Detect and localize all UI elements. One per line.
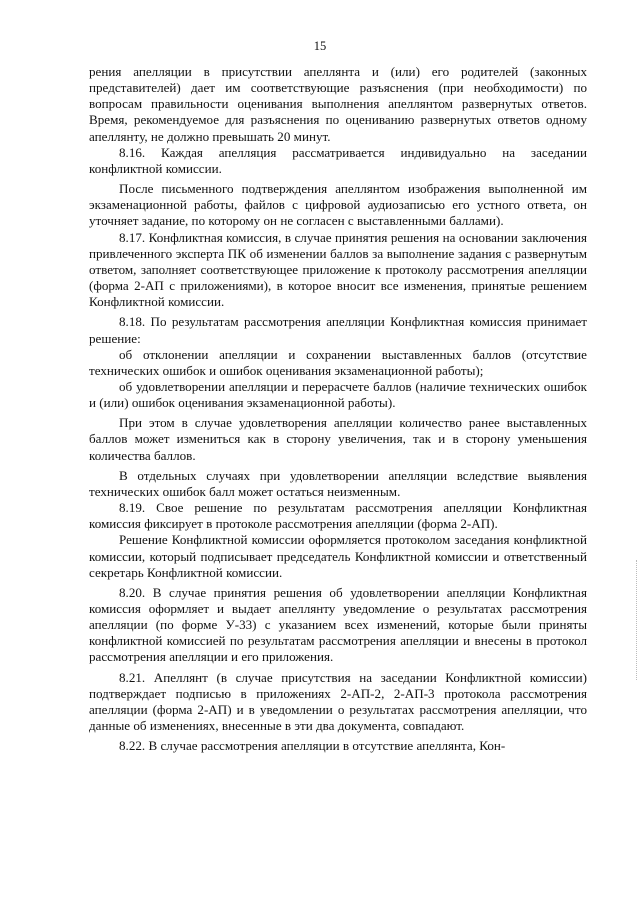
paragraph-8-16: 8.16. Каждая апелляция рассматривается индивидуально на заседании конфликтной комиссии.: [89, 144, 587, 176]
document-body: [89, 64, 587, 754]
paragraph-8-19: 8.19. Свое решение по результатам рассмотрения апелляции Конфликтная комиссия фиксирует в протоколе рассмотрения апелляции (форма 2-АП).: [89, 500, 587, 532]
paragraph-decision-reject: об отклонении апелляции и сохранении выставленных баллов (отсутствие технических ошибок и ошибок оценивания экзаменационной работы);: [89, 346, 587, 378]
paragraph-8-22: 8.22. В случае рассмотрения апелляции в отсутствие апеллянта, Кон-: [119, 738, 506, 754]
paragraph-8-20: 8.20. В случае принятия решения об удовлетворении апелляции Конфликтная комиссия оформляет и выдает апеллянту уведомление о результатах рассмотрения апелляции (по форме У-33) с указанием всех изменений, которые были приняты конфликтной комиссией по результатам рассмотрения апелляции и внесены в протокол рассмотрения апелляции и его приложения.: [89, 584, 587, 665]
paragraph-protocol: Решение Конфликтной комиссии оформляется протоколом заседания конфликтной комиссии, который подписывает председатель Конфликтной комиссии и ответственный секретарь Конфликтной комиссии.: [89, 532, 587, 580]
paragraph-8-18: 8.18. По результатам рассмотрения апелляции Конфликтная комиссия принимает решение:: [89, 314, 587, 346]
paragraph-after-confirmation: После письменного подтверждения апеллянтом изображения выполненной им экзаменационной работы, файлов с цифровой аудиозаписью его устного ответа, он уточняет задание, по которому он не согласен с выставленными баллами).: [89, 181, 587, 229]
paragraph-score-unchanged: В отдельных случаях при удовлетворении апелляции вследствие выявления технических ошибок балл может остаться неизменным.: [89, 467, 587, 499]
paragraph-8-17: 8.17. Конфликтная комиссия, в случае принятия решения на основании заключения привлеченного эксперта ПК об изменении баллов за выполнение задания с развернутым ответом, заполняет соответствующее приложение к протоколу рассмотрения апелляции (форма 2-АП с приложениями), в которое вносит все изменения, принятые решением Конфликтной комиссии.: [89, 229, 587, 310]
paragraph-8-21: 8.21. Апеллянт (в случае присутствия на заседании Конфликтной комиссии) подтверждает подписью в приложениях 2-АП-2, 2-АП-3 протокола рассмотрения апелляции (форма 2-АП) и в уведомлении о результатах рассмотрения апелляции, что данные об изменениях, внесенные в эти два документа, совпадают.: [89, 669, 587, 734]
page-number: 15: [313, 39, 327, 53]
paragraph-continuation: рения апелляции в присутствии апеллянта и (или) его родителей (законных представителей) дает им соответствующие разъяснения (при необходимости) по вопросам правильности оценивания выполнения апеллянтом развернутых ответов. Время, рекомендуемое для разъяснения по оцениванию развернутых ответов одному апеллянту, не должно превышать 20 минут.: [89, 64, 587, 144]
paragraph-decision-accept: об удовлетворении апелляции и перерасчете баллов (наличие технических ошибок и (или) ошибок оценивания экзаменационной работы).: [89, 378, 587, 411]
paragraph-score-change: При этом в случае удовлетворения апелляции количество ранее выставленных баллов может измениться как в сторону увеличения, так и в сторону уменьшения количества баллов.: [89, 415, 587, 463]
scan-edge-marks: [634, 560, 637, 680]
